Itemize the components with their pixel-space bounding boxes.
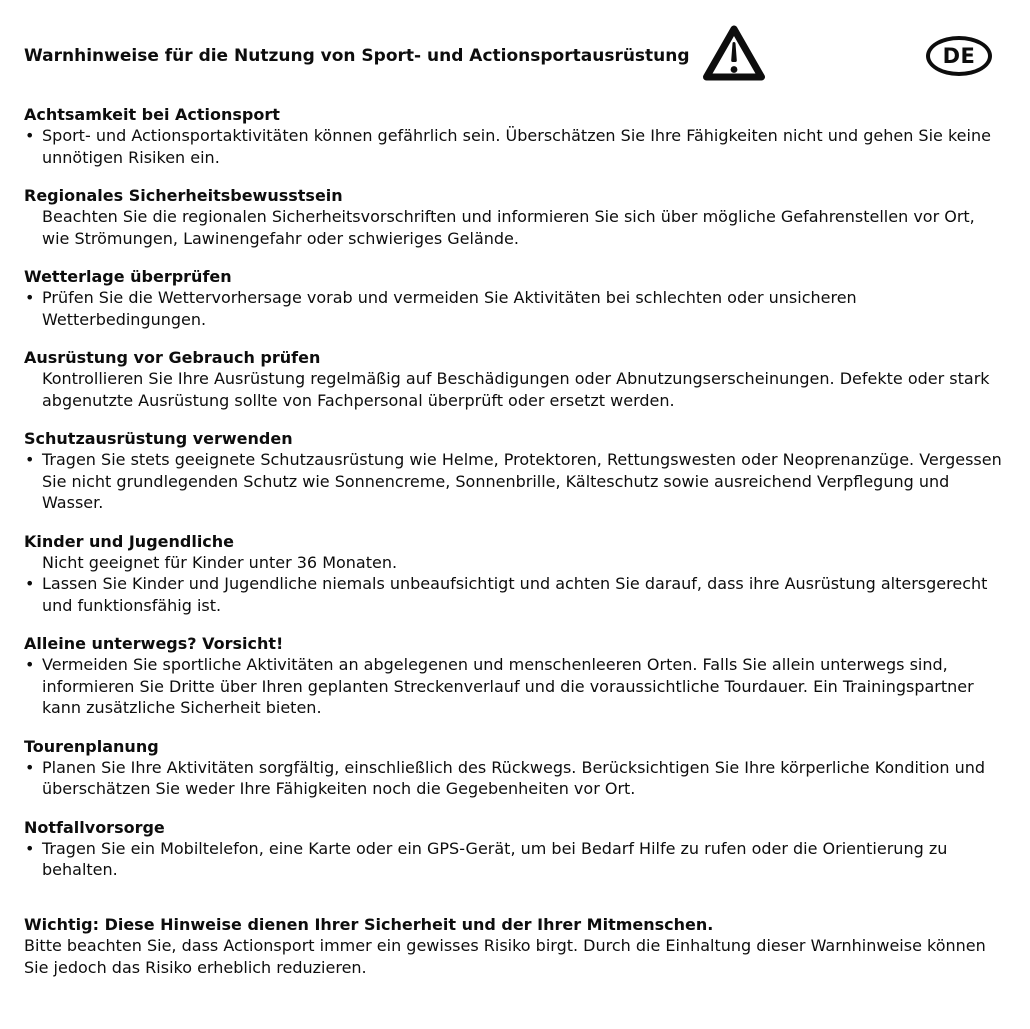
list-item-text: Beachten Sie die regionalen Sicherheitsvorschriften und informieren Sie sich über mögliche Gefahrenstellen vor Ort, wie Strömungen, Lawinengefahr oder schwieriges Gelände. [42,207,975,248]
list-item [24,449,1002,514]
bullet-marker: • [25,655,35,674]
section-heading: Schutzausrüstung verwenden [24,429,293,448]
list-item-text: Nicht geeignet für Kinder unter 36 Monaten. [42,552,398,572]
section-regionales-sicherheitsbewusstsein [24,185,1002,249]
section-alleine-unterwegs-vorsicht [24,633,1002,719]
list-item [24,757,1002,800]
section-tourenplanung [24,736,1002,800]
section-kinder-und-jugendliche [24,531,1002,617]
bullet-marker: • [25,757,35,777]
page-header [24,26,1002,86]
bullet-marker: • [25,288,35,307]
section-heading: Achtsamkeit bei Actionsport [24,105,280,124]
section-heading: Wetterlage überprüfen [24,267,232,286]
important-note [24,914,1002,979]
section-notfallvorsorge [24,817,1002,881]
section-schutzausruestung-verwenden [24,428,1002,514]
list-item-text: Tragen Sie stets geeignete Schutzausrüstung wie Helme, Protektoren, Rettungswesten oder Neoprenanzüge. Vergessen Sie nicht grundlegenden Schutz wie Sonnencreme, Sonnenbrille, Kälteschutz sowie ausreichend Verpflegung und Wasser. [42,450,1002,512]
bullet-marker: • [25,126,35,145]
bullet-marker: • [25,450,35,469]
section-heading: Kinder und Jugendliche [24,531,235,551]
list-item [24,368,1002,411]
section-heading: Notfallvorsorge [24,817,165,837]
list-item [24,287,1002,330]
list-item-text: Tragen Sie ein Mobiltelefon, eine Karte oder ein GPS-Gerät, um bei Bedarf Hilfe zu rufen oder die Orientierung zu behalten. [42,838,948,879]
list-item [24,654,1002,719]
section-heading: Tourenplanung [24,736,159,756]
list-item [24,206,1002,249]
list-item-text: Lassen Sie Kinder und Jugendliche niemals unbeaufsichtigt und achten Sie darauf, dass ihre Ausrüstung altersgerecht und funktionsfähig ist. [42,574,988,615]
list-item [24,552,1002,574]
section-heading: Regionales Sicherheitsbewusstsein [24,186,343,205]
list-item [24,838,1002,881]
page-title: Warnhinweise für die Nutzung von Sport- und Actionsportausrüstung [24,46,690,66]
list-item-text: Sport- und Actionsportaktivitäten können gefährlich sein. Überschätzen Sie Ihre Fähigkeiten nicht und gehen Sie keine unnötigen Risiken ein. [42,126,991,167]
section-heading: Alleine unterwegs? Vorsicht! [24,634,284,653]
list-item-text: Kontrollieren Sie Ihre Ausrüstung regelmäßig auf Beschädigungen oder Abnutzungserscheinungen. Defekte oder stark abgenutzte Ausrüstung sollte von Fachpersonal überprüft oder ersetzt werden. [42,369,990,410]
warning-triangle-icon [702,24,766,88]
section-heading: Ausrüstung vor Gebrauch prüfen [24,348,321,367]
list-item-text: Vermeiden Sie sportliche Aktivitäten an abgelegenen und menschenleeren Orten. Falls Sie allein unterwegs sind, informieren Sie Dritte über Ihren geplanten Streckenverlauf und die voraussichtliche Tourdauer. Ein Trainingspartner kann zusätzliche Sicherheit bieten. [42,655,974,717]
list-item [24,125,1002,168]
section-achtsamkeit-bei-actionsport [24,104,1002,168]
language-badge-label: DE [942,44,976,68]
section-wetterlage-ueberpruefen [24,266,1002,330]
important-note-text: Bitte beachten Sie, dass Actionsport immer ein gewisses Risiko birgt. Durch die Einhaltung dieser Warnhinweise können Sie jedoch das Risiko erheblich reduzieren. [24,936,986,977]
list-item-text: Planen Sie Ihre Aktivitäten sorgfältig, einschließlich des Rückwegs. Berücksichtigen Sie Ihre körperliche Kondition und überschätzen Sie weder Ihre Fähigkeiten noch die Gegebenheiten vor Ort. [42,757,986,798]
important-note-heading: Wichtig: Diese Hinweise dienen Ihrer Sicherheit und der Ihrer Mitmenschen. [24,914,714,934]
list-item [24,573,1002,616]
section-ausruestung-vor-gebrauch-pruefen [24,347,1002,411]
bullet-marker: • [25,838,35,858]
list-item-text: Prüfen Sie die Wettervorhersage vorab und vermeiden Sie Aktivitäten bei schlechten oder unsicheren Wetterbedingungen. [42,288,857,329]
language-badge [926,36,992,76]
bullet-marker: • [25,574,35,593]
